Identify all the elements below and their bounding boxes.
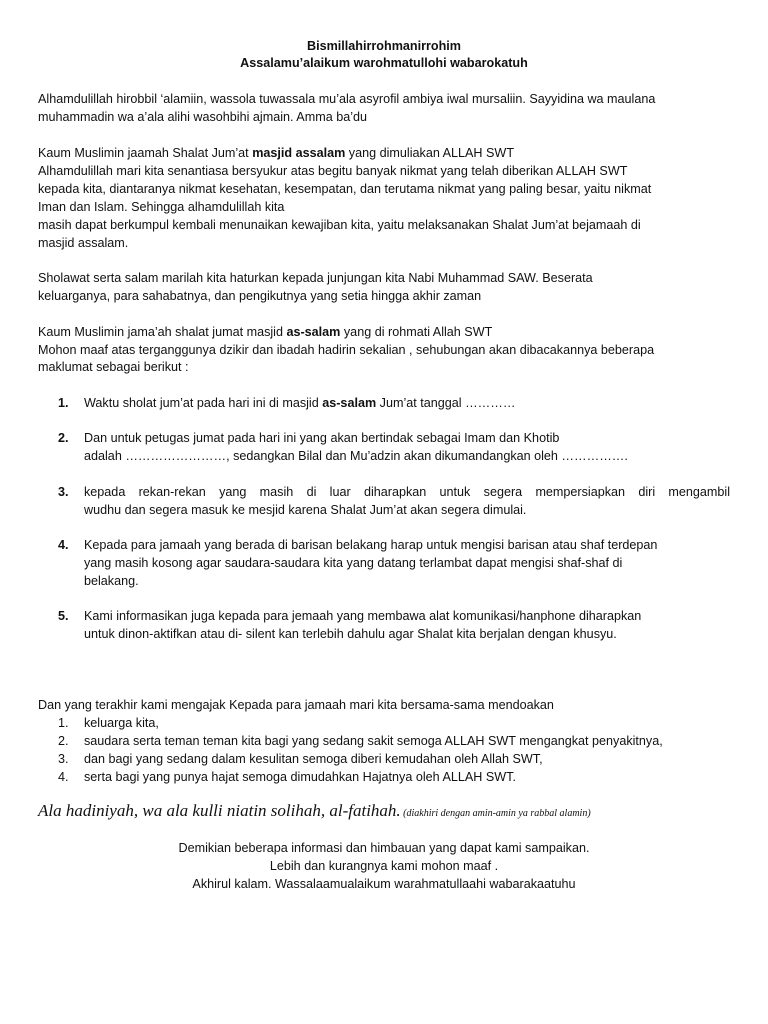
para3-line-3: maklumat sebagai berikut : <box>38 360 189 374</box>
para1-line-1-post: yang dimuliakan ALLAH SWT <box>345 146 515 160</box>
announcement-4-line-1: Kepada para jamaah yang berada di barisan belakang harap untuk mengisi barisan atau shaf terdepan <box>84 538 658 552</box>
announcement-3-line-2: wudhu dan segera masuk ke mesjid karena Shalat Jum’at akan segera dimulai. <box>84 503 527 517</box>
para1-line-1-pre: Kaum Muslimin jaamah Shalat Jum’at <box>38 146 253 160</box>
masjid-name-bold: as-salam <box>322 396 377 410</box>
para1-line-4: Iman dan Islam. Sehingga alhamdulillah kita <box>38 200 285 214</box>
prayer-item-3-number: 3. <box>58 752 69 766</box>
opening-line-2: muhammadin wa a’ala alihi wasohbihi ajmain. Amma ba’du <box>38 110 368 124</box>
para3-line-1-pre: Kaum Muslimin jama’ah shalat jumat masjid <box>38 325 287 339</box>
announcement-2-line-2: adalah ……………………, sedangkan Bilal dan Mu’adzin akan dikumandangkan oleh ……………. <box>84 449 628 463</box>
prayer-item-2-number: 2. <box>58 734 69 748</box>
footer-line-1: Demikian beberapa informasi dan himbauan yang dapat kami sampaikan. <box>178 841 590 855</box>
opening-line-1: Alhamdulillah hirobbil ‘alamiin, wassola tuwassala mu’ala asyrofil ambiya iwal mursaliin. Sayyidina wa maulana <box>38 92 656 106</box>
announcement-4-number: 4. <box>58 538 69 552</box>
closing-fatihah <box>38 800 591 825</box>
announcement-5-number: 5. <box>58 609 69 623</box>
announcement-1-post: Jum’at tanggal ………… <box>376 396 516 410</box>
para1-line-3: kepada kita, diantaranya nikmat kesehatan, kesempatan, dan terutama nikmat yang paling besar, yaitu nikmat <box>38 182 652 196</box>
para2-line-2: keluarganya, para sahabatnya, dan pengikutnya yang setia hingga akhir zaman <box>38 289 482 303</box>
para3-line-1 <box>38 323 492 341</box>
closing-fatihah-text: Ala hadiniyah, wa ala kulli niatin solihah, al-fatihah. <box>38 801 401 820</box>
announcement-2-line-1: Dan untuk petugas jumat pada hari ini yang akan bertindak sebagai Imam dan Khotib <box>84 431 560 445</box>
para1-line-6: masjid assalam. <box>38 236 129 250</box>
closing-note: (diakhiri dengan amin-amin ya rabbal alamin) <box>400 808 591 819</box>
para3-line-1-post: yang di rohmati Allah SWT <box>340 325 493 339</box>
announcement-3-number: 3. <box>58 485 69 499</box>
prayer-intro: Dan yang terakhir kami mengajak Kepada para jamaah mari kita bersama-sama mendoakan <box>38 698 554 712</box>
para1-line-5: masih dapat berkumpul kembali menunaikan kewajiban kita, yaitu melaksanakan Shalat Jum’at bejamaah di <box>38 218 641 232</box>
prayer-item-4: serta bagi yang punya hajat semoga dimudahkan Hajatnya oleh ALLAH SWT. <box>84 770 516 784</box>
para1-line-1 <box>38 144 514 162</box>
announcement-1-line-1 <box>84 394 515 412</box>
announcement-1-number: 1. <box>58 396 69 410</box>
prayer-item-1-number: 1. <box>58 716 69 730</box>
para1-line-2: Alhamdulillah mari kita senantiasa bersyukur atas begitu banyak nikmat yang telah diberikan ALLAH SWT <box>38 164 628 178</box>
prayer-item-1: keluarga kita, <box>84 716 159 730</box>
announcement-5-line-1: Kami informasikan juga kepada para jemaah yang membawa alat komunikasi/hanphone diharapkan <box>84 609 642 623</box>
announcement-5-line-2: untuk dinon-aktifkan atau di- silent kan terlebih dahulu agar Shalat kita berjalan dengan khusyu. <box>84 627 617 641</box>
announcement-4-line-3: belakang. <box>84 574 139 588</box>
announcement-4-line-2: yang masih kosong agar saudara-saudara kita yang datang terlambat dapat mengisi shaf-shaf di <box>84 556 623 570</box>
header-salam: Assalamu’alaikum warohmatullohi wabarokatuh <box>240 56 528 70</box>
footer-line-3: Akhirul kalam. Wassalaamualaikum warahmatullaahi wabarakaatuhu <box>192 877 576 891</box>
announcement-1-pre: Waktu sholat jum’at pada hari ini di masjid <box>84 396 323 410</box>
prayer-item-3: dan bagi yang sedang dalam kesulitan semoga diberi kemudahan oleh Allah SWT, <box>84 752 543 766</box>
masjid-name-bold: masjid assalam <box>252 146 346 160</box>
prayer-item-4-number: 4. <box>58 770 69 784</box>
footer-line-2: Lebih dan kurangnya kami mohon maaf . <box>269 859 499 873</box>
header-basmalah: Bismillahirrohmanirrohim <box>307 39 461 53</box>
para3-line-2: Mohon maaf atas terganggunya dzikir dan ibadah hadirin sekalian , sehubungan akan dibacakannya beberapa <box>38 343 655 357</box>
masjid-name-bold: as-salam <box>286 325 341 339</box>
para2-line-1: Sholawat serta salam marilah kita haturkan kepada junjungan kita Nabi Muhammad SAW. Beserata <box>38 271 593 285</box>
prayer-item-2: saudara serta teman teman kita bagi yang sedang sakit semoga ALLAH SWT mengangkat penyakitnya, <box>84 734 663 748</box>
announcement-2-number: 2. <box>58 431 69 445</box>
announcement-3-line-1: kepada rekan-rekan yang masih di luar diharapkan untuk segera mempersiapkan diri mengambil <box>84 485 730 499</box>
